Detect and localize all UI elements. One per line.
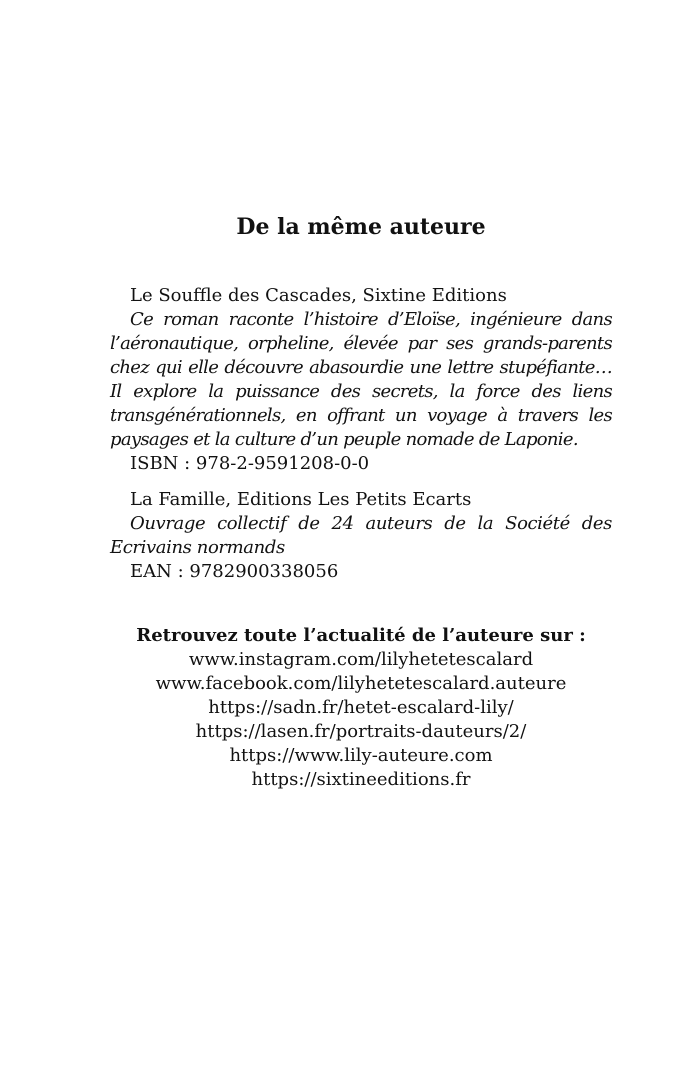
contact-section (110, 624, 612, 792)
link-publisher[interactable]: https://sixtineeditions.fr (251, 769, 471, 790)
book-description: Ouvrage collectif de 24 auteurs de la Société des Ecrivains normands (110, 513, 612, 558)
link-website[interactable]: https://www.lily-auteure.com (229, 745, 493, 766)
book-entry (110, 284, 612, 476)
book-ean: EAN : 9782900338056 (130, 561, 339, 582)
book-isbn: ISBN : 978-2-9591208-0-0 (130, 453, 370, 474)
link-facebook[interactable]: www.facebook.com/lilyhetetescalard.auteure (155, 673, 567, 694)
link-lasen[interactable]: https://lasen.fr/portraits-dauteurs/2/ (195, 721, 527, 742)
page-title: De la même auteure (236, 214, 486, 240)
book-entry (110, 488, 612, 584)
link-sadn[interactable]: https://sadn.fr/hetet-escalard-lily/ (208, 697, 514, 718)
link-instagram[interactable]: www.instagram.com/lilyhetetescalard (188, 649, 534, 670)
book-description: Ce roman raconte l’histoire d’Eloïse, ingénieure dans l’aéronautique, orpheline, élevée par ses grands-parents chez qui elle découvre abasourdie une lettre stupéfiante… Il explore la puissance des secrets, la force des liens transgénérationnels, en offrant un voyage à travers les paysages et la culture d’un peuple nomade de Laponie. (110, 309, 612, 450)
book-title-line: La Famille, Editions Les Petits Ecarts (130, 489, 472, 510)
contact-heading: Retrouvez toute l’actualité de l’auteure sur : (136, 625, 586, 646)
book-title-line: Le Souffle des Cascades, Sixtine Editions (130, 285, 507, 306)
